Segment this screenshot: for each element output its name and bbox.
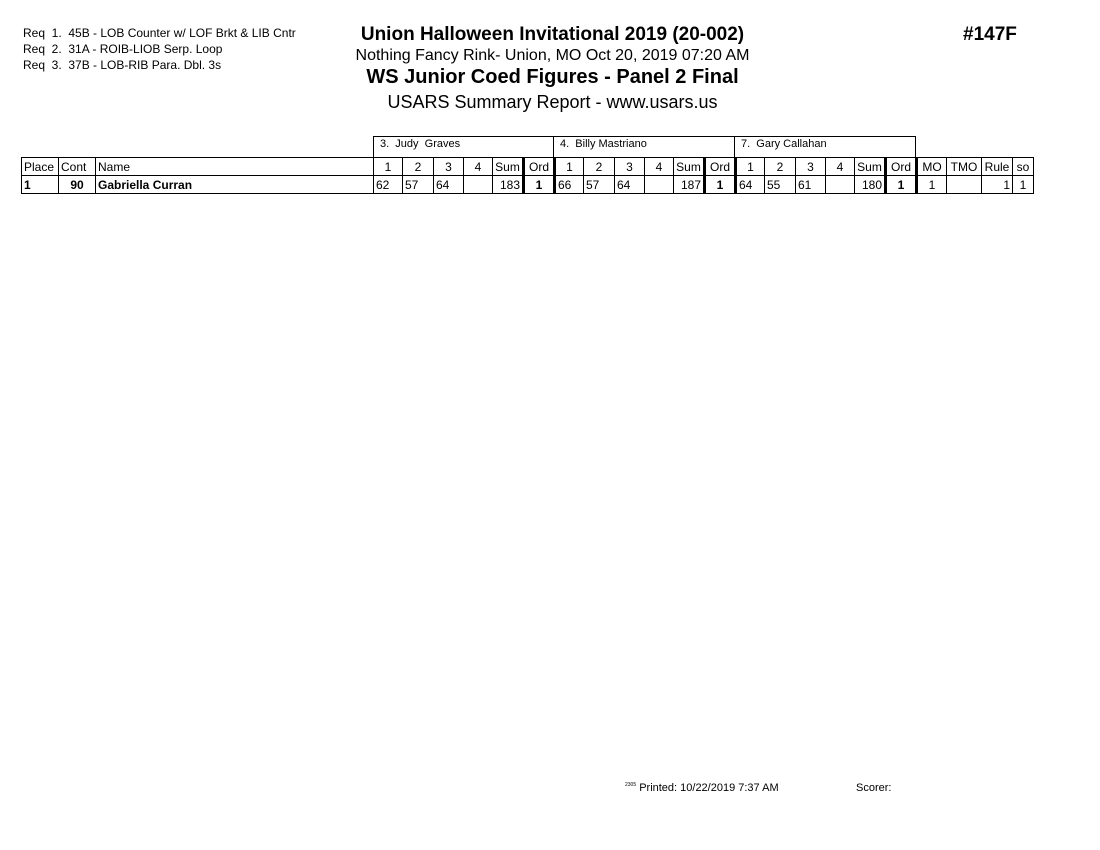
cont-cell: 90 [59, 176, 96, 194]
j3-score2-header: 2 [765, 158, 796, 176]
j3-ord-cell: 1 [886, 176, 917, 194]
division-title: WS Junior Coed Figures - Panel 2 Final [366, 66, 739, 88]
j3-score4-header: 4 [826, 158, 855, 176]
j3-score4-cell [826, 176, 855, 194]
j1-sum-cell: 183 [493, 176, 524, 194]
j3-score1-cell: 64 [736, 176, 765, 194]
report-title: USARS Summary Report - www.usars.us [387, 92, 718, 112]
j1-score2-header: 2 [403, 158, 434, 176]
j2-score2-cell: 57 [584, 176, 615, 194]
j1-score1-header: 1 [374, 158, 403, 176]
j1-score2-cell: 57 [403, 176, 434, 194]
tmo-cell [947, 176, 982, 194]
judge-header-1: 3. Judy Graves [373, 136, 554, 158]
rule-cell: 1 [982, 176, 1013, 194]
j2-sum-cell: 187 [674, 176, 705, 194]
j2-score3-cell: 64 [615, 176, 645, 194]
skater-name-cell: Gabriella Curran [96, 176, 374, 194]
place-cell: 1 [22, 176, 59, 194]
footer-code: 2305 [625, 782, 637, 788]
j3-score2-cell: 55 [765, 176, 796, 194]
col-so-header: so [1013, 158, 1034, 176]
j2-score2-header: 2 [584, 158, 615, 176]
table-header-row [22, 158, 1034, 176]
j1-score3-header: 3 [434, 158, 464, 176]
col-mo-header: MO [917, 158, 947, 176]
table-row [22, 176, 1034, 194]
requirements-list [23, 25, 296, 73]
j2-sum-header: Sum [674, 158, 705, 176]
printed-footer [625, 782, 779, 794]
j1-score1-cell: 62 [374, 176, 403, 194]
col-rule-header: Rule [982, 158, 1013, 176]
judge-header-2: 4. Billy Mastriano [553, 136, 735, 158]
col-cont-header: Cont [59, 158, 96, 176]
j3-score3-cell: 61 [796, 176, 826, 194]
j2-score4-cell [645, 176, 674, 194]
requirement-2: Req 2. 31A - ROIB-LIOB Serp. Loop [23, 42, 223, 56]
mo-cell: 1 [917, 176, 947, 194]
j1-score3-cell: 64 [434, 176, 464, 194]
j2-score3-header: 3 [615, 158, 645, 176]
judge-header-3: 7. Gary Callahan [734, 136, 916, 158]
j3-score3-header: 3 [796, 158, 826, 176]
j3-sum-header: Sum [855, 158, 886, 176]
requirement-3: Req 3. 37B - LOB-RIB Para. Dbl. 3s [23, 58, 222, 72]
j2-score1-header: 1 [555, 158, 584, 176]
j2-ord-header: Ord [705, 158, 736, 176]
printed-timestamp: Printed: 10/22/2019 7:37 AM [639, 782, 779, 794]
j1-sum-header: Sum [493, 158, 524, 176]
report-header [300, 24, 805, 114]
so-cell: 1 [1013, 176, 1034, 194]
event-title: Union Halloween Invitational 2019 (20-002) [360, 24, 745, 45]
j3-score1-header: 1 [736, 158, 765, 176]
col-place-header: Place [22, 158, 59, 176]
results-table [21, 157, 1034, 194]
j2-score4-header: 4 [645, 158, 674, 176]
j3-ord-header: Ord [886, 158, 917, 176]
j2-ord-cell: 1 [705, 176, 736, 194]
j1-score4-header: 4 [464, 158, 493, 176]
event-subtitle: Nothing Fancy Rink- Union, MO Oct 20, 2019 07:20 AM [355, 47, 750, 64]
event-number: #147F [963, 24, 1017, 45]
j3-sum-cell: 180 [855, 176, 886, 194]
j1-score4-cell [464, 176, 493, 194]
requirement-1: Req 1. 45B - LOB Counter w/ LOF Brkt & LIB Cntr [23, 26, 296, 40]
j1-ord-cell: 1 [524, 176, 555, 194]
col-name-header: Name [96, 158, 374, 176]
scorer-label: Scorer: [856, 782, 892, 794]
col-tmo-header: TMO [947, 158, 982, 176]
j2-score1-cell: 66 [555, 176, 584, 194]
j1-ord-header: Ord [524, 158, 555, 176]
